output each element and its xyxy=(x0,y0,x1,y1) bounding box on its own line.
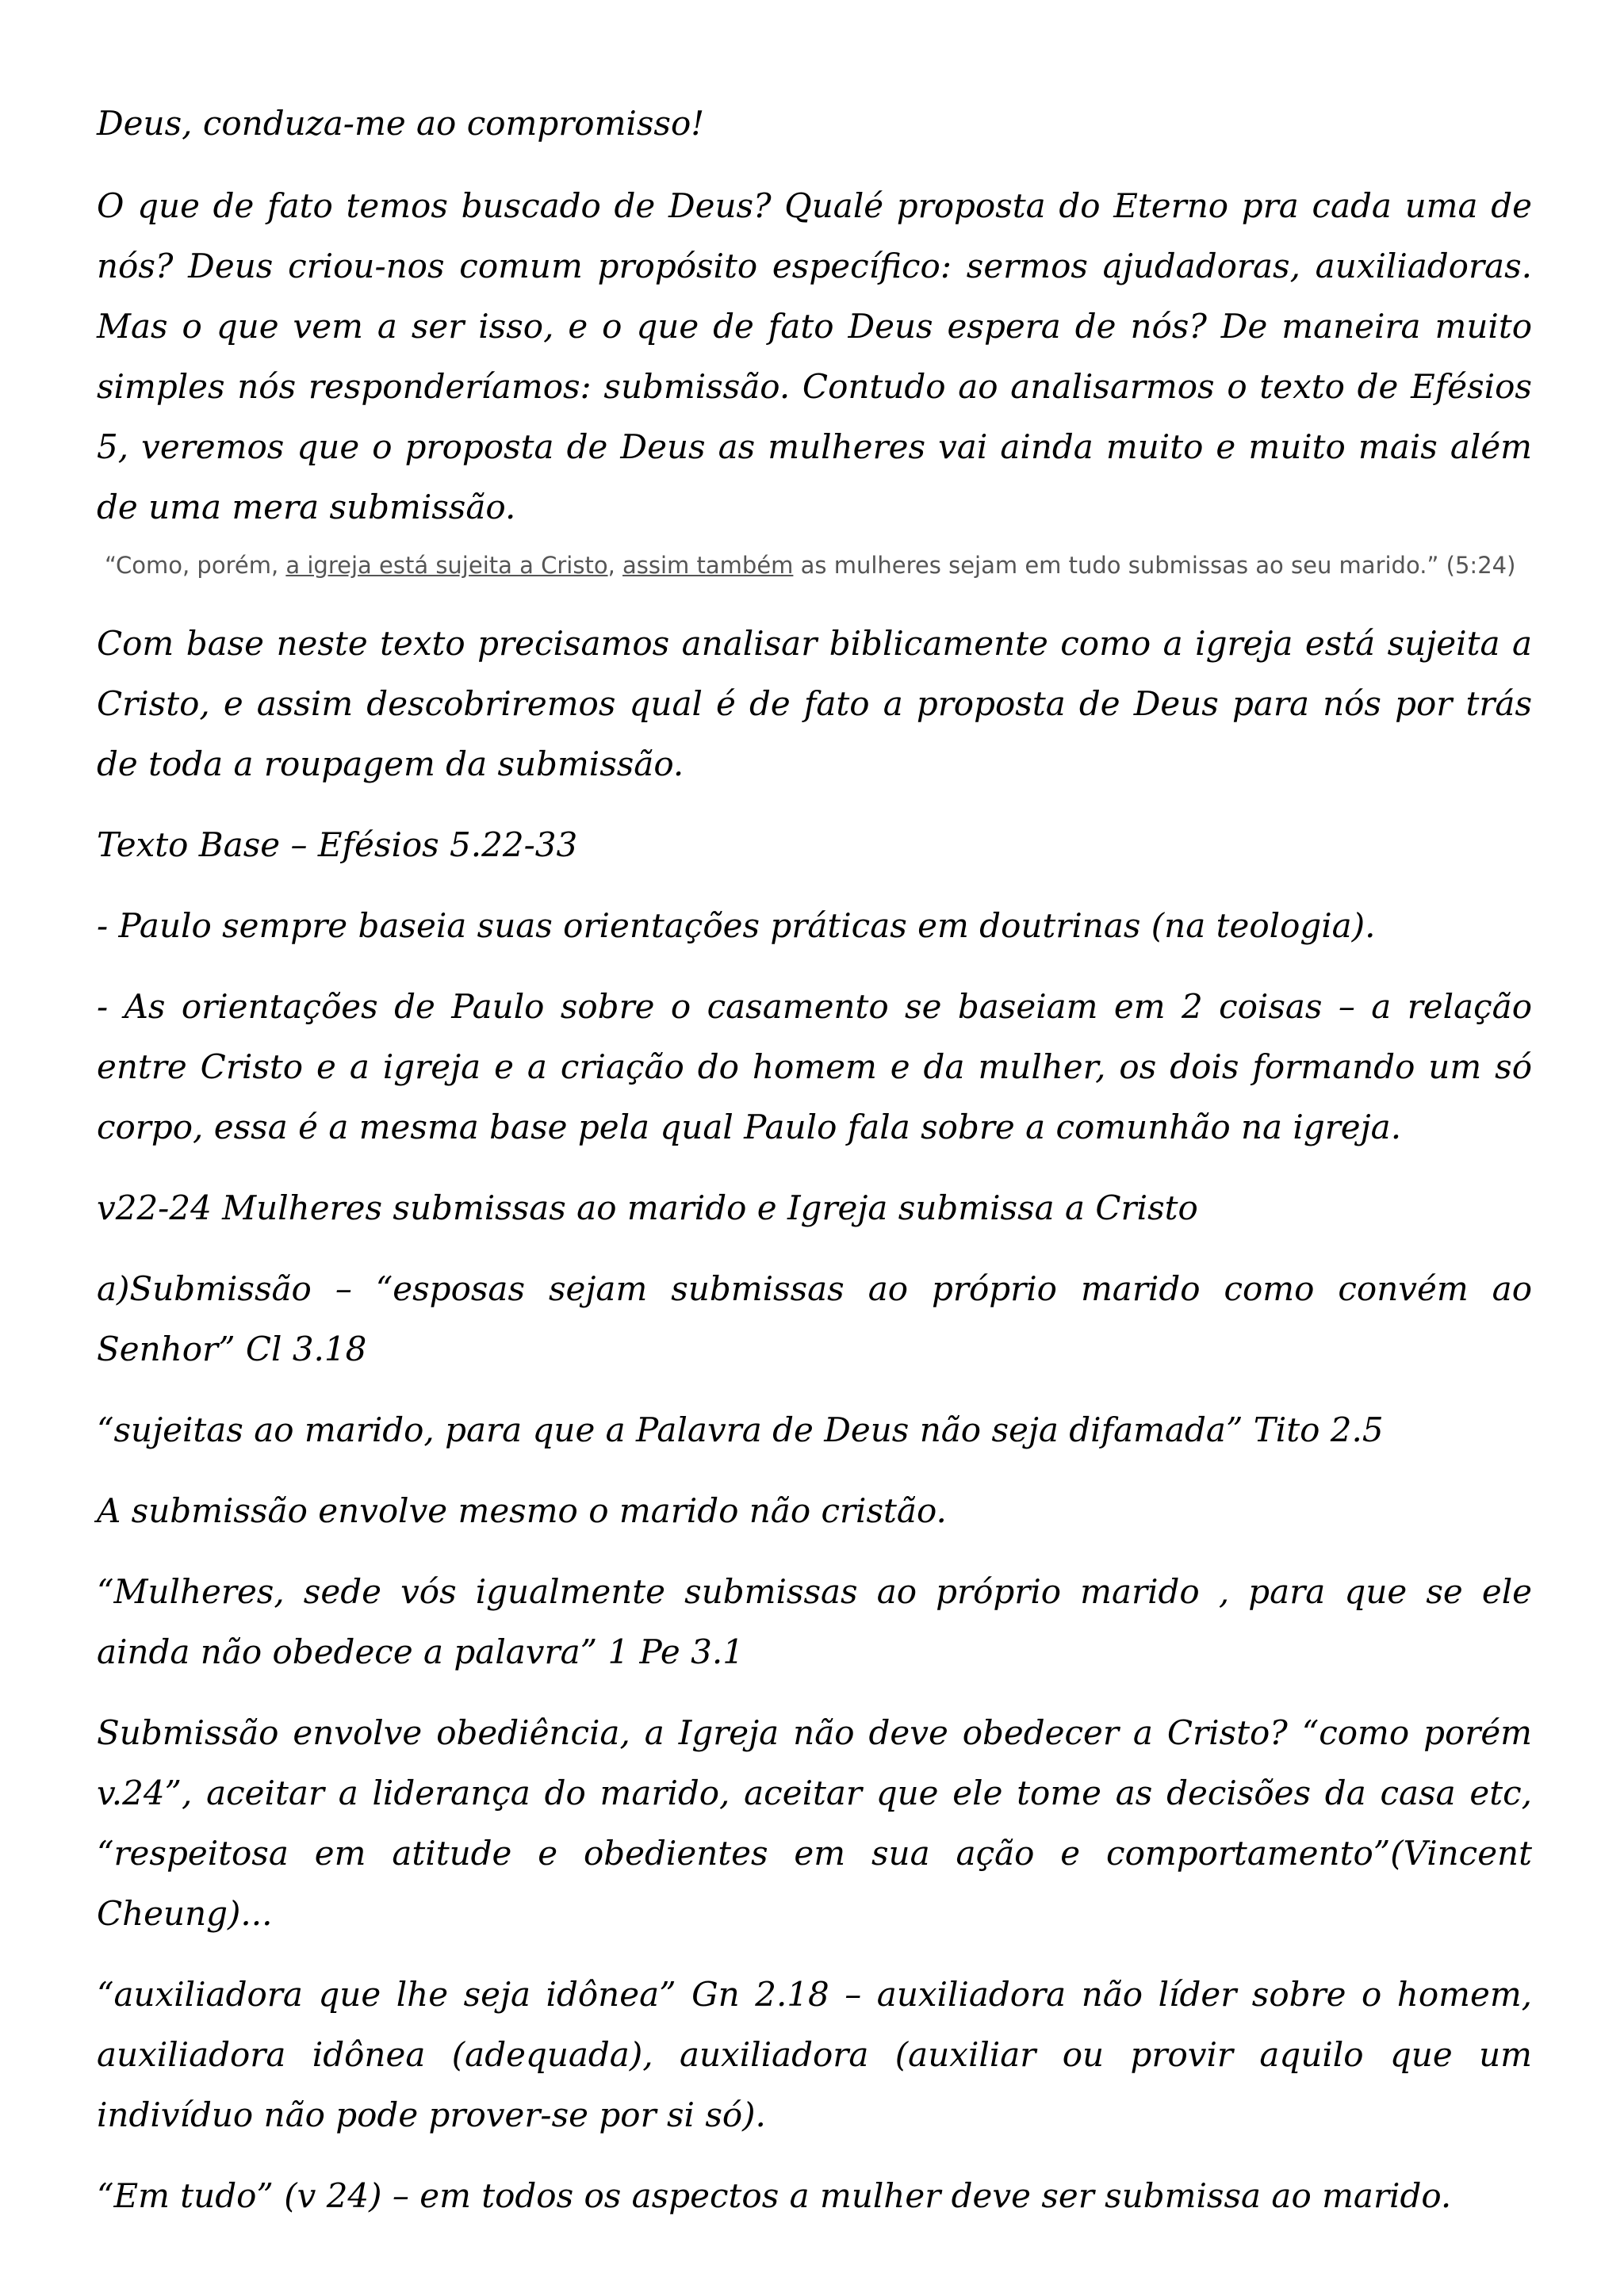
paragraph-submission-a: a)Submissão – “esposas sejam submissas ao próprio marido como convém ao Senhor” Cl 3.18 xyxy=(97,1269,1532,1368)
scripture-quote xyxy=(105,549,1532,582)
paragraph-auxiliadora: “auxiliadora que lhe seja idônea” Gn 2.18 – auxiliadora não líder sobre o homem, auxiliadora idônea (adequada), auxiliadora (auxiliar ou provir aquilo que um indivíduo não pode prover-se por si só). xyxy=(97,1975,1532,2134)
paragraph-obedience: Submissão envolve obediência, a Igreja não deve obedecer a Cristo? “como porém v.24”, aceitar a liderança do marido, aceitar que ele tome as decisões da casa etc, “respeitosa em atitude e obedientes em sua ação e comportamento”(Vincent Cheung)... xyxy=(97,1713,1532,1933)
paragraph-non-christian: A submissão envolve mesmo o marido não cristão. xyxy=(97,1491,947,1530)
paragraph-tito: “sujeitas ao marido, para que a Palavra de Deus não seja difamada” Tito 2.5 xyxy=(97,1410,1384,1449)
paragraph-em-tudo: “Em tudo” (v 24) – em todos os aspectos a mulher deve ser submissa ao marido. xyxy=(97,2176,1452,2215)
paragraph-paulo-doctrine: - Paulo sempre baseia suas orientações práticas em doutrinas (na teologia). xyxy=(97,906,1376,945)
quote-link-assim[interactable]: assim também xyxy=(622,552,794,579)
quote-text-2: , xyxy=(607,552,622,579)
paragraph-basis: Com base neste texto precisamos analisar biblicamente como a igreja está sujeita a Cristo, e assim descobriremos qual é de fato a proposta de Deus para nós por trás de toda a roupagem da submissão. xyxy=(97,624,1532,783)
document-title: Deus, conduza-me ao compromisso! xyxy=(97,104,705,143)
quote-text-3: as mulheres sejam em tudo submissas ao seu marido.” (5:24) xyxy=(793,552,1516,579)
intro-paragraph: O que de fato temos buscado de Deus? Qualé proposta do Eterno pra cada uma de nós? Deus criou-nos comum propósito específico: sermos ajudadoras, auxiliadoras. Mas o que vem a ser isso, e o que de fato Deus espera de nós? De maneira muito simples nós responderíamos: submissão. Contudo ao analisarmos o texto de Efésios 5, veremos que o proposta de Deus as mulheres vai ainda muito e muito mais além de uma mera submissão. xyxy=(97,186,1532,526)
quote-text-1: “Como, porém, xyxy=(105,552,286,579)
paragraph-base-text: Texto Base – Efésios 5.22-33 xyxy=(97,825,578,864)
paragraph-paulo-marriage: - As orientações de Paulo sobre o casamento se baseiam em 2 coisas – a relação entre Cristo e a igreja e a criação do homem e da mulher, os dois formando um só corpo, essa é a mesma base pela qual Paulo fala sobre a comunhão na igreja. xyxy=(97,987,1532,1146)
paragraph-1pe: “Mulheres, sede vós igualmente submissas ao próprio marido , para que se ele ainda não obedece a palavra” 1 Pe 3.1 xyxy=(97,1572,1532,1671)
quote-link-igreja[interactable]: a igreja está sujeita a Cristo xyxy=(285,552,608,579)
document-body xyxy=(97,94,1532,2247)
paragraph-v22-24: v22-24 Mulheres submissas ao marido e Igreja submissa a Cristo xyxy=(97,1188,1198,1227)
